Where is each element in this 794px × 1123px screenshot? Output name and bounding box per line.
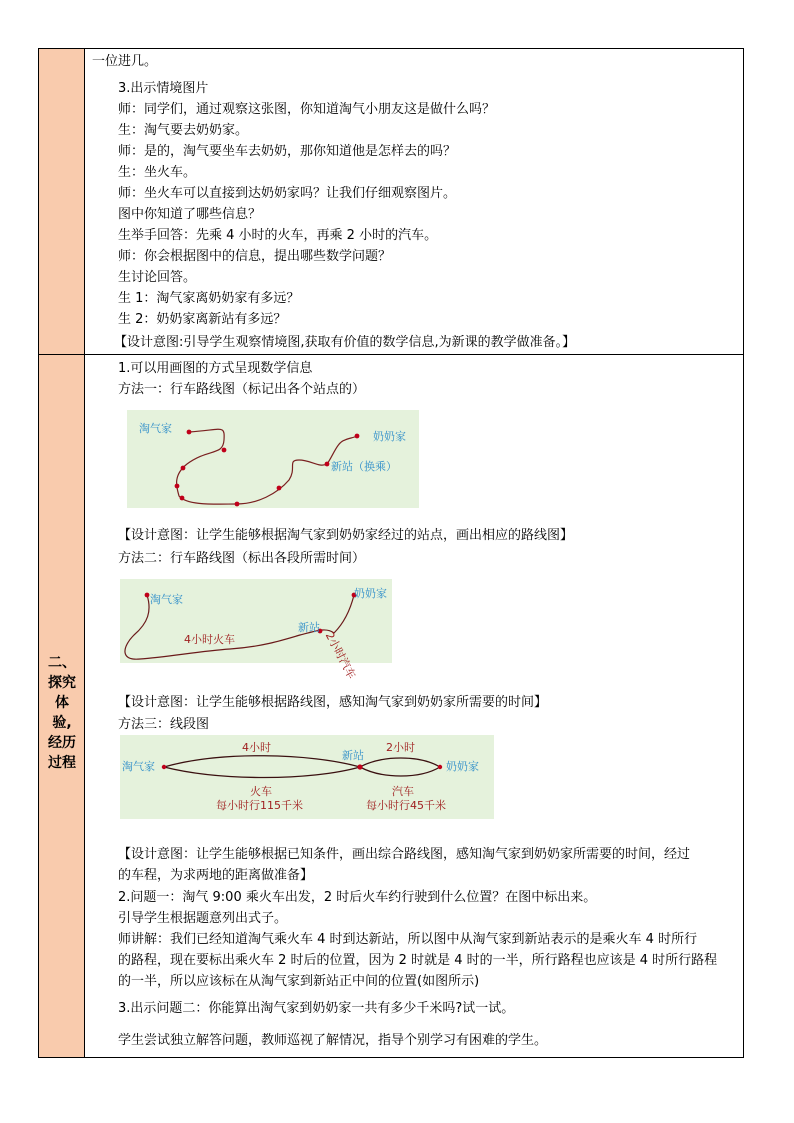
label-home: 淘气家	[150, 593, 183, 606]
route-time-figure	[120, 579, 392, 682]
row1-content	[86, 49, 743, 354]
text-line: 师：坐火车可以直接到达奶奶家吗？让我们仔细观察图片。	[118, 186, 457, 201]
label-home: 淘气家	[122, 760, 155, 773]
text-line: 1.可以用画图的方式呈现数学信息	[118, 361, 313, 376]
text-line: 2.问题一：淘气 9:00 乘火车出发，2 时后火车约行驶到什么位置？在图中标出来。	[118, 890, 597, 905]
text-line: 一位进几。	[92, 54, 158, 69]
label-train-speed: 每小时行115千米	[216, 799, 303, 812]
text-line: 方法二：行车路线图（标出各段所需时间）	[118, 551, 366, 566]
text-line: 师：是的，淘气要坐车去奶奶，那你知道他是怎样去的吗？	[118, 144, 457, 159]
text-line: 师讲解：我们已经知道淘气乘火车 4 时到达新站，所以图中从淘气家到新站表示的是乘火车 4 时所行	[118, 932, 698, 947]
label-grandma: 奶奶家	[446, 760, 479, 773]
segment-diagram-figure	[120, 735, 494, 819]
label-station: 新站	[298, 621, 320, 634]
stage-cell	[39, 355, 85, 1057]
lesson-table	[38, 48, 744, 1058]
design-intent: 的车程，为求两地的距离做准备】	[118, 868, 314, 883]
text-line: 图中你知道了哪些信息？	[118, 207, 262, 222]
text-line: 学生尝试独立解答问题，教师巡视了解情况，指导个别学习有困难的学生。	[118, 1033, 548, 1048]
text-line: 方法一：行车路线图（标记出各个站点的）	[118, 382, 366, 397]
text-line: 生 2：奶奶家离新站有多远？	[118, 312, 287, 327]
label-bus-speed: 每小时行45千米	[366, 799, 446, 812]
text-line: 生：坐火车。	[118, 165, 197, 180]
design-intent: 【设计意图:引导学生观察情境图,获取有价值的数学信息,为新课的教学做准备。】	[114, 335, 576, 350]
text-line: 生讨论回答。	[118, 270, 197, 285]
label-bus-time: 2小时汽车	[322, 629, 359, 682]
text-line: 3.出示问题二：你能算出淘气家到奶奶家一共有多少千米吗?试一试。	[118, 1001, 515, 1016]
stage-cell	[39, 49, 85, 354]
label-station: 新站（换乘）	[331, 460, 397, 473]
route-map-figure	[127, 410, 419, 508]
label-grandma: 奶奶家	[373, 430, 406, 443]
text-line: 的路程，现在要标出乘火车 2 时后的位置，因为 2 时就是 4 时的一半，所行路程也应该是 4 时所行路程	[118, 953, 718, 968]
text-line: 师：你会根据图中的信息，提出哪些数学问题？	[118, 249, 392, 264]
text-line: 生：淘气要去奶奶家。	[118, 123, 249, 138]
label-grandma: 奶奶家	[354, 587, 387, 600]
label-train-time: 4小时火车	[184, 633, 235, 646]
text-line: 师：同学们，通过观察这张图，你知道淘气小朋友这是做什么吗？	[118, 102, 496, 117]
label-home: 淘气家	[139, 422, 172, 435]
row2-content	[86, 355, 743, 1057]
text-line: 生举手回答：先乘 4 小时的火车，再乘 2 小时的汽车。	[118, 228, 438, 243]
text-line: 3.出示情境图片	[118, 81, 209, 96]
table-row	[38, 354, 744, 1058]
stage-label: 二、 探究 体 验, 经历 过程	[48, 655, 76, 771]
design-intent: 【设计意图：让学生能够根据淘气家到奶奶家经过的站点，画出相应的路线图】	[118, 528, 574, 543]
label-bus-time: 2小时	[386, 741, 415, 754]
text-line: 方法三：线段图	[118, 717, 210, 732]
label-station: 新站	[342, 749, 364, 762]
design-intent: 【设计意图：让学生能够根据已知条件，画出综合路线图，感知淘气家到奶奶家所需要的时间，经过	[118, 847, 691, 862]
table-row	[38, 48, 744, 355]
text-line: 生 1：淘气家离奶奶家有多远？	[118, 291, 300, 306]
label-train: 火车	[250, 785, 272, 798]
text-line: 引导学生根据题意列出式子。	[118, 911, 288, 926]
text-line: 的一半，所以应该标在从淘气家到新站正中间的位置(如图所示)	[118, 974, 480, 989]
label-bus: 汽车	[392, 785, 414, 798]
label-train-time: 4小时	[242, 741, 271, 754]
design-intent: 【设计意图：让学生能够根据路线图，感知淘气家到奶奶家所需要的时间】	[118, 695, 548, 710]
